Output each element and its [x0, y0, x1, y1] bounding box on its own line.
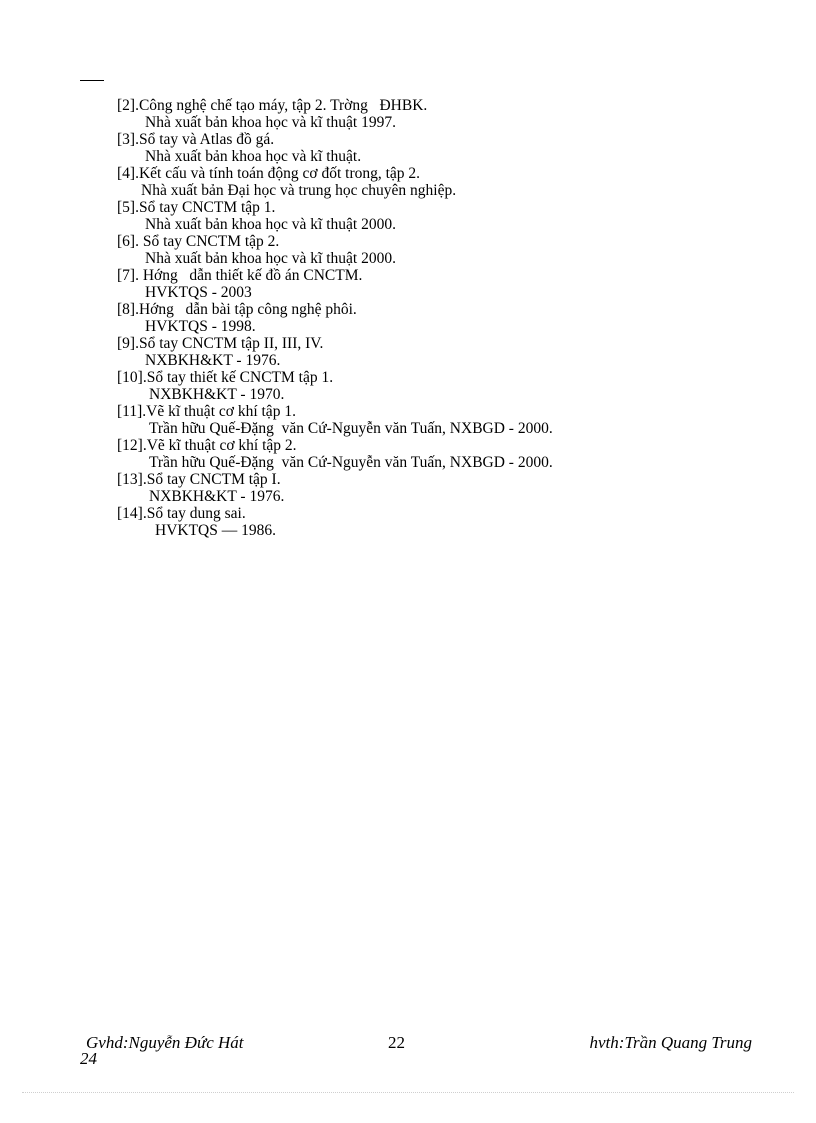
footer-supervisor: Gvhd:Nguyễn Đức Hát	[86, 1033, 244, 1052]
reference-source: Trần hữu Quế-Đặng văn Cứ-Nguyễn văn Tuấn, NXBGD - 2000.	[149, 420, 553, 437]
reference-source: HVKTQS - 2003	[145, 284, 252, 301]
reference-source: HVKTQS — 1986.	[155, 522, 276, 539]
footer-student: hvth:Trần Quang Trung	[589, 1033, 752, 1052]
reference-item	[117, 437, 777, 471]
reference-title: [12].Vẽ kĩ thuật cơ khí tập 2.	[117, 437, 297, 454]
reference-source: HVKTQS - 1998.	[145, 318, 256, 335]
reference-item	[117, 199, 777, 233]
reference-item	[117, 267, 777, 301]
reference-item	[117, 97, 777, 131]
reference-source: Nhà xuất bản Đại học và trung học chuyên nghiệp.	[141, 182, 457, 199]
reference-title: [8].Hớng dẫn bài tập công nghệ phôi.	[117, 301, 357, 318]
reference-source: NXBKH&KT - 1970.	[149, 386, 285, 403]
reference-item	[117, 301, 777, 335]
reference-item	[117, 165, 777, 199]
reference-title: [7]. Hớng dẫn thiết kế đồ án CNCTM.	[117, 267, 363, 284]
reference-list	[117, 97, 777, 539]
reference-source: Nhà xuất bản khoa học và kĩ thuật 1997.	[145, 114, 396, 131]
bottom-dotted-rule	[22, 1092, 794, 1093]
page-number: 22	[388, 1033, 405, 1052]
reference-source: NXBKH&KT - 1976.	[145, 352, 281, 369]
reference-source: Trần hữu Quế-Đặng văn Cứ-Nguyễn văn Tuấn, NXBGD - 2000.	[149, 454, 553, 471]
reference-source: Nhà xuất bản khoa học và kĩ thuật.	[145, 148, 362, 165]
reference-title: [9].Sổ tay CNCTM tập II, III, IV.	[117, 335, 324, 352]
footer-extra-number: 24	[80, 1049, 97, 1068]
reference-item	[117, 403, 777, 437]
reference-source: Nhà xuất bản khoa học và kĩ thuật 2000.	[145, 216, 396, 233]
reference-source: Nhà xuất bản khoa học và kĩ thuật 2000.	[145, 250, 396, 267]
reference-title: [3].Sổ tay và Atlas đồ gá.	[117, 131, 275, 148]
reference-item	[117, 471, 777, 505]
reference-title: [10].Sổ tay thiết kế CNCTM tập 1.	[117, 369, 334, 386]
reference-title: [14].Sổ tay dung sai.	[117, 505, 246, 522]
reference-title: [2].Công nghệ chế tạo máy, tập 2. Trờng ĐHBK.	[117, 97, 428, 114]
reference-item	[117, 131, 777, 165]
reference-title: [11].Vẽ kĩ thuật cơ khí tập 1.	[117, 403, 296, 420]
reference-title: [13].Sổ tay CNCTM tập I.	[117, 471, 281, 488]
reference-item	[117, 233, 777, 267]
reference-source: NXBKH&KT - 1976.	[149, 488, 285, 505]
reference-item	[117, 369, 777, 403]
reference-item	[117, 335, 777, 369]
reference-title: [5].Sổ tay CNCTM tập 1.	[117, 199, 276, 216]
top-rule	[80, 80, 104, 81]
reference-item	[117, 505, 777, 539]
reference-title: [6]. Sổ tay CNCTM tập 2.	[117, 233, 280, 250]
reference-title: [4].Kết cấu và tính toán động cơ đốt trong, tập 2.	[117, 165, 421, 182]
